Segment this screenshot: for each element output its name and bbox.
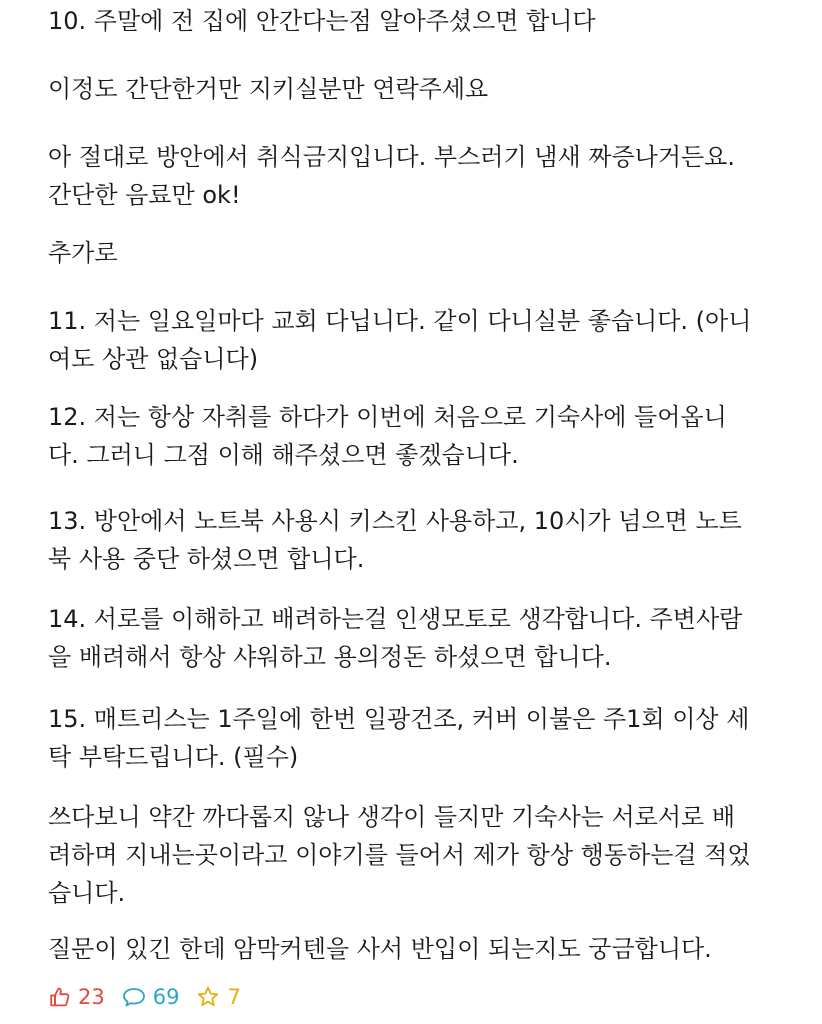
- text-line: 11. 저는 일요일마다 교회 다닙니다. 같이 다니실분 좋습니다. (아니: [48, 307, 752, 335]
- text-line: 아 절대로 방안에서 취식금지입니다. 부스러기 냄새 짜증나거든요.: [48, 143, 735, 171]
- text-line: 질문이 있긴 한데 암막커텐을 사서 반입이 되는지도 궁금합니다.: [48, 935, 712, 963]
- comment-count: 69: [152, 985, 180, 1009]
- text-line: 이정도 간단한거만 지키실분만 연락주세요: [48, 75, 489, 103]
- text-line: 여도 상관 없습니다): [48, 345, 259, 373]
- text-line: 쓰다보니 약간 까다롭지 않나 생각이 들지만 기숙사는 서로서로 배: [48, 803, 735, 831]
- thumbs-up-icon: [48, 985, 72, 1009]
- star-icon: [195, 985, 221, 1009]
- text-line: 13. 방안에서 노트북 사용시 키스킨 사용하고, 10시가 넘으면 노트: [48, 507, 742, 535]
- like-count: 23: [78, 985, 105, 1009]
- text-line: 추가로: [48, 239, 118, 267]
- comment-bubble-icon: [121, 985, 147, 1009]
- text-line: 간단한 음료만 ok!: [48, 181, 241, 209]
- text-line: 북 사용 중단 하셨으면 합니다.: [48, 545, 365, 573]
- text-line: 15. 매트리스는 1주일에 한번 일광건조, 커버 이불은 주1회 이상 세: [48, 705, 750, 733]
- scrap-count: 7: [227, 985, 241, 1009]
- like-button[interactable]: [48, 985, 105, 1009]
- post-paragraph: [48, 798, 751, 912]
- text-line: 다. 그러니 그점 이해 해주셨으면 좋겠습니다.: [48, 441, 519, 469]
- post-paragraph: [48, 600, 742, 676]
- scrap-button[interactable]: [195, 985, 240, 1009]
- post-paragraph: [48, 700, 749, 776]
- post-paragraph: [48, 930, 712, 968]
- text-line: 탁 부탁드립니다. (필수): [48, 743, 299, 771]
- text-line: 10. 주말에 전 집에 안간다는점 알아주셨으면 합니다: [48, 7, 596, 35]
- text-line: 을 배려해서 항상 샤워하고 용의정돈 하셨으면 합니다.: [48, 643, 612, 671]
- text-line: 습니다.: [48, 879, 126, 907]
- text-line: 12. 저는 항상 자취를 하다가 이번에 처음으로 기숙사에 들어옵니: [48, 403, 727, 431]
- text-line: 려하며 지내는곳이라고 이야기를 들어서 제가 항상 행동하는걸 적었: [48, 841, 751, 869]
- post-paragraph: [48, 70, 488, 108]
- post-paragraph: [48, 398, 727, 474]
- comment-button[interactable]: [121, 985, 180, 1009]
- reaction-bar: [48, 980, 241, 1014]
- text-line: 14. 서로를 이해하고 배려하는걸 인생모토로 생각합니다. 주변사람: [48, 605, 743, 633]
- post-paragraph: [48, 234, 118, 272]
- post-paragraph: [48, 138, 735, 214]
- post-paragraph: [48, 302, 751, 378]
- post-paragraph: [48, 502, 742, 578]
- post-paragraph: [48, 2, 596, 40]
